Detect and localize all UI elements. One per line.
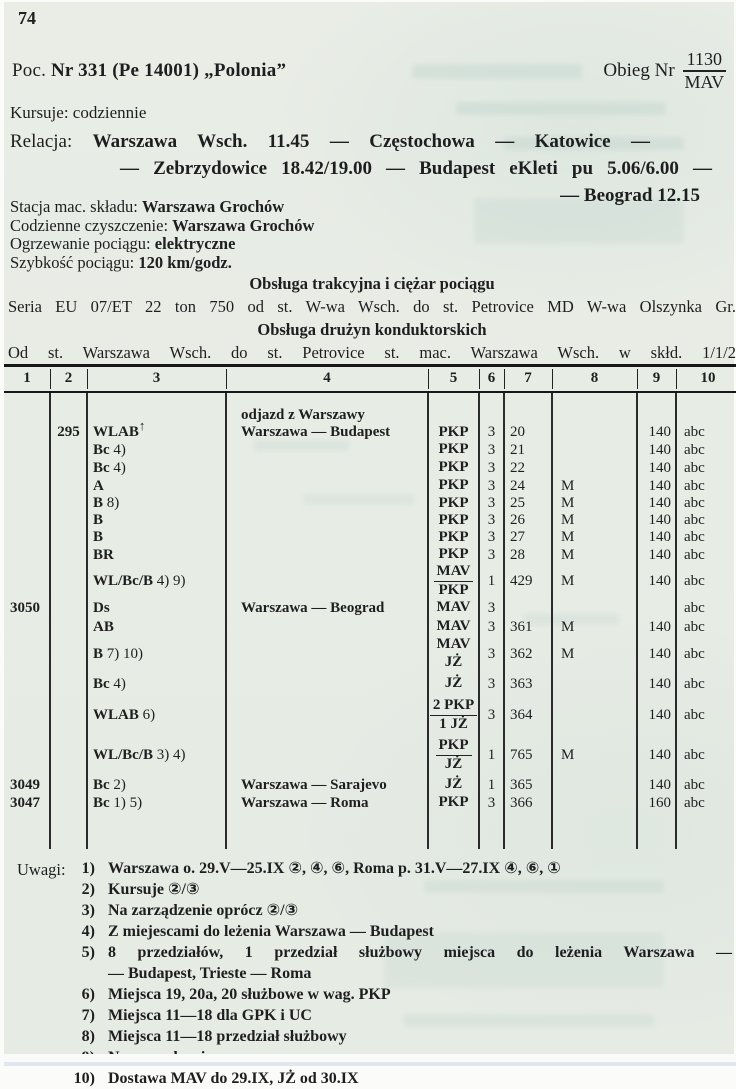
fact-label: Ogrzewanie pociągu:: [10, 234, 155, 253]
speed-cell: 140: [648, 441, 671, 458]
wagon-no-cell: 26: [510, 512, 525, 528]
wagon-type-notes: 7) 10): [103, 645, 144, 662]
circulation-denominator: MAV: [684, 71, 725, 92]
table-row: [4, 636, 736, 672]
wagon-type-cell: [87, 573, 226, 590]
carrier: PKP: [438, 794, 469, 811]
wagon-type-cell: [87, 676, 226, 693]
train-title: [12, 60, 286, 82]
carrier-bottom: 1 JŻ: [439, 715, 468, 732]
remark-row: [4, 1005, 736, 1026]
m-flag-cell: M: [561, 546, 575, 563]
consist-table: [4, 364, 736, 849]
route-label: Relacja:: [10, 131, 73, 152]
m-flag-cell: M: [561, 529, 575, 545]
services-cell: abc: [684, 572, 705, 589]
wagon-type-notes: 1) 5): [109, 794, 143, 811]
wagon-type: WL/Bc/B: [93, 746, 154, 763]
m-flag-cell: M: [561, 572, 575, 589]
speed-cell: 140: [648, 477, 671, 494]
count-cell: 3: [487, 441, 496, 458]
remark-row: [4, 879, 736, 900]
speed-cell: 140: [648, 459, 671, 476]
speed-cell: 140: [648, 776, 671, 793]
wagon-type: B: [93, 495, 104, 511]
scan-bottom-tint: [4, 1062, 736, 1066]
wagon-no-cell: 28: [510, 546, 525, 563]
wagon-type-notes: 4): [109, 675, 126, 692]
wagon-no-cell: 364: [510, 706, 533, 723]
table-column-rule: [49, 393, 51, 849]
wagon-no-cell: 24: [510, 477, 525, 494]
scanned-page: [4, 2, 736, 1087]
services-cell: abc: [684, 776, 705, 793]
count-cell: 3: [487, 675, 496, 692]
remark-number: 10): [73, 1070, 95, 1087]
carrier-top: 2 PKP: [430, 698, 477, 716]
runs-daily-line: Kursuje: codziennie: [10, 103, 147, 122]
remark-number: 4): [81, 923, 95, 940]
wagon-type-cell: [87, 646, 226, 663]
wagon-type-cell: [87, 512, 226, 529]
wagon-type: Bc: [93, 776, 110, 793]
column-header: 2: [50, 367, 87, 391]
table-row: [4, 618, 736, 636]
wagon-type: Bc: [93, 794, 110, 811]
carrier: PKP: [438, 494, 469, 511]
conductor-line: Od st. Warszawa Wsch. do st. Petrovice st. mac. Warszawa Wsch. w skłd. 1/1/2: [8, 343, 736, 362]
count-cell: 3: [487, 477, 496, 494]
carrier-cell: [428, 676, 479, 692]
circulation-fraction: [683, 50, 726, 92]
column-header: 9: [637, 367, 676, 391]
remark-row: [4, 1026, 736, 1047]
table-row: [4, 672, 736, 696]
remark-text-continuation: — Budapest, Trieste — Roma: [108, 965, 312, 982]
carrier: PKP: [438, 459, 469, 476]
remark-number: 2): [81, 881, 95, 898]
wagon-no-cell: 25: [510, 495, 525, 511]
table-row: [4, 529, 736, 546]
services-cell: abc: [684, 794, 705, 811]
remark-number: 1): [81, 860, 95, 877]
carrier: MAV: [436, 599, 471, 616]
count-cell: 3: [487, 546, 496, 563]
column-header: 8: [552, 367, 637, 391]
relation-cell: [226, 600, 428, 617]
count-cell: 3: [487, 529, 496, 545]
count-cell: 3: [487, 618, 496, 635]
wagon-type: B: [93, 512, 104, 528]
relation-text: Warszawa — Sarajevo: [241, 776, 387, 793]
column-header: 7: [504, 367, 552, 391]
fact-label: Stacja mac. składu:: [10, 197, 142, 216]
wagon-no-cell: 362: [510, 645, 533, 662]
column-header: 10: [700, 370, 716, 386]
table-row: [4, 393, 736, 441]
wagon-type-notes: 3) 4): [153, 746, 186, 763]
fact-value: Warszawa Grochów: [141, 197, 285, 216]
remark-number: 7): [81, 1007, 95, 1024]
carrier: PKP: [438, 477, 469, 494]
route-line-1: [10, 128, 650, 155]
fact-value: elektryczne: [154, 234, 236, 253]
carrier-cell: [428, 547, 479, 563]
carrier: PKP: [438, 546, 469, 563]
count-cell: 1: [487, 572, 496, 589]
count-cell: 3: [487, 495, 496, 511]
relation-cell: [226, 795, 428, 812]
carrier-cell: [428, 637, 479, 671]
table-row: [4, 512, 736, 529]
services-cell: abc: [684, 459, 705, 476]
bleedthrough-smudge: [456, 102, 666, 115]
wagon-type: Bc: [93, 441, 110, 458]
table-column-rule: [675, 393, 677, 849]
speed-cell: 140: [648, 546, 671, 563]
speed-cell: 140: [648, 675, 671, 692]
circulation-label: Obieg Nr: [603, 59, 675, 81]
wagon-type-cell: [87, 418, 226, 441]
remarks-label: Uwagi:: [17, 860, 66, 879]
speed-cell: 140: [648, 424, 671, 440]
train-number-cell: 3049: [10, 776, 40, 793]
consist-table-header: [4, 364, 736, 393]
table-row: [4, 564, 736, 598]
wagon-type-cell: [87, 478, 226, 495]
fact-line: [10, 217, 314, 236]
wagon-type-cell: [87, 707, 226, 724]
wagon-type-notes: 4): [109, 441, 126, 458]
train-title-main: Nr 331 (Pe 14001) „Polonia”: [51, 59, 287, 81]
speed-cell: 140: [648, 512, 671, 528]
train-number-cell: 3047: [10, 794, 40, 811]
wagon-type: A: [93, 477, 104, 494]
wagon-type-cell: [87, 460, 226, 477]
remark-row: [4, 921, 736, 942]
wagon-type-cell: [87, 795, 226, 812]
up-arrow-icon: ↑: [138, 418, 146, 433]
remark-text: Miejsca 11—18 przedział służbowy: [108, 1028, 347, 1045]
carrier-cell: [428, 698, 479, 733]
speed-cell: 140: [648, 746, 671, 763]
column-header: 4: [226, 367, 428, 391]
services-cell: abc: [684, 706, 705, 723]
remark-text: Warszawa o. 29.V—25.IX ②, ④, ⑥, Roma p. 31.V—27.IX ④, ⑥, ①: [108, 860, 561, 877]
carrier-bottom: JŻ: [444, 755, 463, 772]
wagon-no-cell: 365: [510, 776, 533, 793]
m-flag-cell: M: [561, 618, 575, 635]
remark-text: Miejsca 11—18 dla GPK i UC: [108, 1007, 312, 1024]
table-column-rule: [86, 393, 88, 849]
remark-number: 5): [81, 944, 95, 961]
carrier-bottom: PKP: [438, 581, 469, 598]
services-cell: abc: [684, 618, 705, 635]
speed-cell: 140: [648, 495, 671, 511]
route-line-1-text: Warszawa Wsch. 11.45 — Częstochowa — Katowice —: [92, 131, 651, 152]
fact-value: Warszawa Grochów: [172, 215, 315, 235]
train-facts: [10, 198, 314, 272]
consist-table-body: [4, 393, 736, 849]
carrier: JŻ: [444, 776, 463, 793]
m-flag-cell: M: [561, 512, 575, 528]
services-cell: abc: [684, 424, 705, 440]
carrier-bottom: JŻ: [444, 654, 463, 670]
fact-line: [10, 198, 314, 217]
table-row: [4, 441, 736, 459]
table-row: [4, 734, 736, 776]
train-title-prefix: Poc.: [12, 59, 47, 81]
table-column-rule: [551, 393, 553, 849]
wagon-type: WLAB: [93, 424, 139, 440]
carrier-top: MAV: [434, 564, 474, 582]
remark-number: 8): [81, 1028, 95, 1045]
wagon-type-cell: [87, 619, 226, 636]
m-flag-cell: M: [561, 746, 575, 763]
table-row: [4, 546, 736, 564]
wagon-type-notes: 6): [138, 706, 156, 723]
traction-heading: Obsługa trakcyjna i ciężar pociągu: [249, 274, 495, 293]
column-header: 5: [428, 367, 479, 391]
remark-text: Dostawa MAV do 29.IX, JŻ od 30.IX: [108, 1070, 359, 1087]
remark-number: 6): [81, 986, 95, 1003]
table-column-rule: [503, 393, 505, 849]
carrier-cell: [428, 738, 479, 773]
count-cell: 1: [487, 746, 496, 763]
remark-row: [4, 858, 736, 879]
carrier-cell: [428, 777, 479, 793]
circulation-number: [603, 50, 726, 92]
table-row: [4, 776, 736, 794]
services-cell: abc: [684, 441, 705, 458]
circulation-numerator: 1130: [683, 50, 726, 72]
wagon-type: WLAB: [93, 706, 139, 723]
services-cell: abc: [684, 675, 705, 692]
remark-row: [4, 1068, 736, 1089]
relation-cell: [226, 777, 428, 794]
remark-text: Kursuje ②/③: [108, 881, 200, 898]
table-row: [4, 598, 736, 618]
wagon-type-cell: [87, 529, 226, 546]
relation-cell: [226, 407, 428, 441]
carrier: PKP: [438, 441, 469, 458]
wagon-type-notes: 2): [109, 776, 126, 793]
wagon-no-cell: 21: [510, 441, 525, 458]
wagon-type-cell: [87, 547, 226, 564]
carrier-fraction: [434, 564, 474, 599]
carrier: MAV: [436, 618, 471, 635]
count-cell: 1: [487, 776, 496, 793]
fact-line: [10, 254, 314, 273]
services-cell: abc: [684, 746, 705, 763]
carrier-cell: [428, 425, 479, 441]
wagon-type: Bc: [93, 675, 110, 692]
wagon-type-cell: [87, 600, 226, 617]
carrier-cell: [428, 478, 479, 494]
carrier-top: PKP: [436, 738, 472, 756]
remark-text: Na zarządzenie oprócz ②/③: [108, 902, 299, 919]
remark-row: [4, 984, 736, 1005]
wagon-type-cell: [87, 495, 226, 512]
carrier-cell: [428, 530, 479, 546]
speed-cell: 140: [648, 706, 671, 723]
wagon-type: AB: [93, 618, 114, 635]
relation-text: Warszawa — Beograd: [241, 599, 385, 616]
wagon-no-cell: 366: [510, 794, 533, 811]
departure-note: odjazd z Warszawy: [241, 407, 365, 423]
wagon-no-cell: 429: [510, 572, 533, 589]
carrier-fraction: [434, 637, 474, 671]
carrier-cell: [428, 460, 479, 476]
wagon-type-cell: [87, 747, 226, 764]
fact-value: 120 km/godz.: [138, 252, 232, 272]
services-cell: abc: [684, 546, 705, 563]
services-cell: abc: [684, 495, 705, 511]
remark-row: [4, 900, 736, 921]
m-flag-cell: M: [561, 477, 575, 494]
route-line-3: — Beograd 12.15: [560, 185, 700, 206]
remark-number: 3): [81, 902, 95, 919]
carrier-cell: [428, 619, 479, 635]
table-column-rule: [427, 393, 429, 849]
column-header: 1: [4, 367, 50, 391]
carrier: PKP: [438, 424, 469, 441]
wagon-no-cell: 20: [510, 424, 525, 440]
table-row: [4, 477, 736, 495]
table-row: [4, 794, 736, 812]
train-number-cell: 3050: [10, 599, 40, 616]
fact-line: [10, 235, 314, 254]
m-flag-cell: M: [561, 495, 575, 511]
count-cell: 3: [487, 794, 496, 811]
fact-label: Codzienne czyszczenie:: [10, 215, 173, 235]
carrier-top: MAV: [436, 636, 471, 653]
m-flag-cell: M: [561, 645, 575, 662]
wagon-no-cell: 363: [510, 675, 533, 692]
speed-cell: 140: [648, 645, 671, 662]
wagon-type: B: [93, 645, 104, 662]
wagon-type: WL/Bc/B: [93, 572, 154, 589]
services-cell: abc: [684, 477, 705, 494]
wagon-type: B: [93, 529, 104, 545]
carrier-fraction: [436, 738, 472, 773]
wagon-type-notes: 4) 9): [153, 572, 186, 589]
wagon-no-cell: 22: [510, 459, 525, 476]
carrier-cell: [428, 442, 479, 458]
table-column-rule: [636, 393, 638, 849]
wagon-type-notes: 4): [109, 459, 126, 476]
table-row: [4, 696, 736, 734]
table-column-rule: [225, 393, 227, 849]
carrier-cell: [428, 600, 479, 616]
services-cell: abc: [684, 599, 705, 616]
count-cell: 3: [487, 706, 496, 723]
relation-text: Warszawa — Budapest: [241, 424, 391, 440]
fact-label: Szybkość pociągu:: [10, 252, 139, 272]
remark-row: [4, 942, 736, 984]
relation-text: Warszawa — Roma: [241, 794, 369, 811]
carrier-cell: [428, 496, 479, 512]
route-line-2: — Zebrzydowice 18.42/19.00 — Budapest eKleti pu 5.06/6.00 —: [120, 158, 712, 179]
column-header: 3: [87, 367, 226, 391]
count-cell: 3: [487, 512, 496, 528]
wagon-no-cell: 361: [510, 618, 533, 635]
count-cell: 3: [487, 459, 496, 476]
wagon-no-cell: 27: [510, 529, 525, 545]
speed-cell: 140: [648, 572, 671, 589]
table-column-rule: [478, 393, 480, 849]
train-header: [12, 50, 726, 92]
carrier-fraction: [430, 698, 477, 733]
wagon-type-cell: [87, 777, 226, 794]
page-number: 74: [18, 8, 36, 28]
column-header: 6: [479, 367, 504, 391]
traction-line: Seria EU 07/ET 22 ton 750 od st. W-wa Wsch. do st. Petrovice MD W-wa Olszynka Gr.: [8, 297, 736, 316]
wagon-type-cell: [87, 442, 226, 459]
carrier-cell: [428, 513, 479, 529]
services-cell: abc: [684, 512, 705, 528]
wagon-type: BR: [93, 546, 114, 563]
speed-cell: 160: [648, 794, 671, 811]
remark-text: 8 przedziałów, 1 przedział służbowy miejsca do leżenia Warszawa —: [108, 944, 732, 961]
wagon-type: Ds: [93, 599, 110, 616]
speed-cell: 140: [648, 618, 671, 635]
count-cell: 3: [487, 599, 496, 616]
carrier: JŻ: [444, 675, 463, 692]
wagon-type-notes: 8): [103, 495, 120, 511]
remark-text: Miejsca 19, 20a, 20 służbowe w wag. PKP: [108, 986, 391, 1003]
conductor-heading: Obsługa drużyn konduktorskich: [257, 320, 487, 339]
services-cell: abc: [684, 529, 705, 545]
table-row: [4, 459, 736, 477]
speed-cell: 140: [648, 529, 671, 545]
set-number-cell: 295: [57, 424, 80, 440]
count-cell: 3: [487, 424, 496, 440]
carrier-cell: [428, 795, 479, 811]
carrier: PKP: [438, 528, 469, 545]
remark-text: Z miejescami do leżenia Warszawa — Budapest: [108, 923, 434, 940]
wagon-type: Bc: [93, 459, 110, 476]
count-cell: 3: [487, 645, 496, 662]
services-cell: abc: [684, 645, 705, 662]
wagon-no-cell: 765: [510, 746, 533, 763]
carrier: PKP: [438, 511, 469, 528]
carrier-cell: [428, 564, 479, 599]
table-row: [4, 495, 736, 512]
